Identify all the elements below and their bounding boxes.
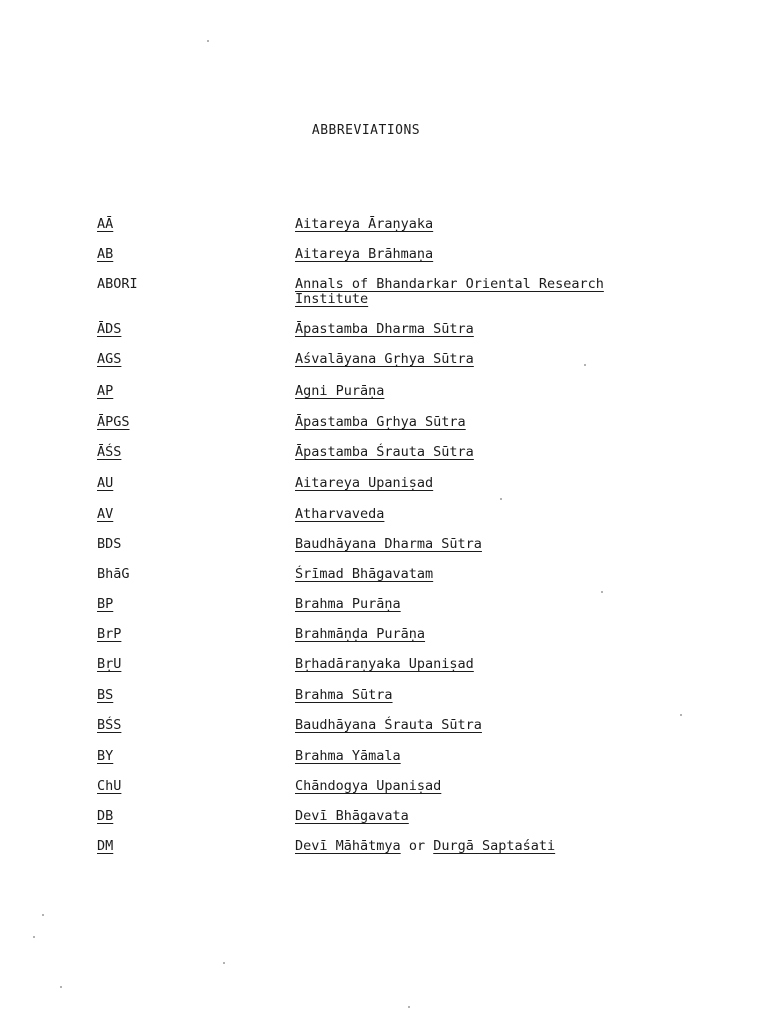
abbreviation-expansion: Baudhāyana Śrauta Sūtra xyxy=(295,717,482,733)
abbreviation-expansion: Āpastamba Dharma Sūtra xyxy=(295,321,474,337)
abbreviation-expansion: Aśvalāyana Gṛhya Sūtra xyxy=(295,351,474,367)
abbreviation-term: AV xyxy=(97,506,114,522)
scan-speck xyxy=(223,962,225,964)
abbreviation-expansion: Āpastamba Gṛhya Sūtra xyxy=(295,414,466,430)
abbreviation-term: AGS xyxy=(97,351,122,367)
abbreviation-term: BY xyxy=(97,748,114,764)
abbreviation-term: BṛU xyxy=(97,656,122,672)
abbreviation-expansion: Aitareya Brāhmaṇa xyxy=(295,246,434,262)
abbreviation-expansion: Devī Bhāgavata xyxy=(295,808,409,824)
scan-speck xyxy=(584,364,586,366)
expansion-part: Devī Māhātmya xyxy=(295,838,401,854)
abbreviation-expansion: Brahma Purāṇa xyxy=(295,596,401,612)
abbreviation-expansion: Chāndogya Upaniṣad xyxy=(295,778,442,794)
abbreviation-expansion: Brahma Yāmala xyxy=(295,748,401,764)
abbreviation-term: ĀŚS xyxy=(97,444,122,460)
abbreviation-term: BS xyxy=(97,687,114,703)
scan-speck xyxy=(500,498,502,500)
abbreviation-term: DM xyxy=(97,838,114,854)
scan-speck xyxy=(42,914,44,916)
abbreviation-term: ĀPGS xyxy=(97,414,130,430)
scan-speck xyxy=(207,40,209,42)
abbreviation-term: AB xyxy=(97,246,114,262)
page-title: ABBREVIATIONS xyxy=(311,123,421,138)
expansion-conjunction: or xyxy=(408,838,426,854)
abbreviation-term: AP xyxy=(97,383,114,399)
abbreviation-term: AĀ xyxy=(97,216,114,232)
scan-speck xyxy=(60,986,62,988)
abbreviation-expansion: Bṛhadāraṇyaka Upaniṣad xyxy=(295,656,474,672)
abbreviation-expansion: Atharvaveda xyxy=(295,506,385,522)
abbreviation-expansion: Aitareya Upaniṣad xyxy=(295,475,434,491)
abbreviation-expansion: Annals of Bhandarkar Oriental Research Institute xyxy=(295,276,604,307)
abbreviation-term: AU xyxy=(97,475,114,491)
abbreviation-expansion: Agni Purāṇa xyxy=(295,383,385,399)
abbreviation-term: DB xyxy=(97,808,114,824)
scan-speck xyxy=(680,714,682,716)
abbreviation-term: BrP xyxy=(97,626,122,642)
abbreviation-term: BhāG xyxy=(97,566,130,582)
abbreviation-expansion xyxy=(295,839,675,854)
abbreviation-expansion: Brahma Sūtra xyxy=(295,687,393,703)
abbreviation-expansion: Śrīmad Bhāgavatam xyxy=(295,566,434,582)
abbreviation-expansion: Aitareya Āraṇyaka xyxy=(295,216,434,232)
abbreviation-term: ĀDS xyxy=(97,321,122,337)
abbreviation-expansion: Āpastamba Śrauta Sūtra xyxy=(295,444,474,460)
abbreviation-expansion: Baudhāyana Dharma Sūtra xyxy=(295,536,482,552)
scan-speck xyxy=(601,591,603,593)
abbreviation-term: BŚS xyxy=(97,717,122,733)
abbreviation-term: BDS xyxy=(97,536,122,552)
scan-speck xyxy=(408,1006,410,1008)
scan-speck xyxy=(33,936,35,938)
abbreviation-expansion: Brahmāṇḍa Purāṇa xyxy=(295,626,426,642)
abbreviation-term: ChU xyxy=(97,778,122,794)
abbreviation-term: ABORI xyxy=(97,276,138,292)
abbreviation-term: BP xyxy=(97,596,114,612)
expansion-part: Durgā Saptaśati xyxy=(433,838,556,854)
